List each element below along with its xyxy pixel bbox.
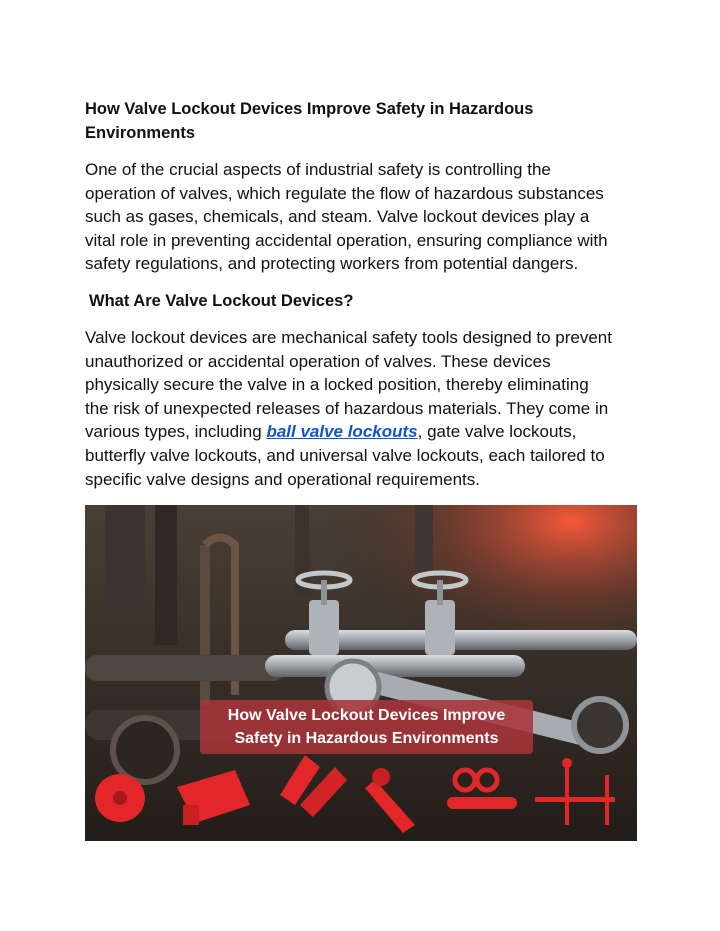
body-line: unauthorized or accidental operation of valves. These devices [85,351,551,371]
intro-line: One of the crucial aspects of industrial safety is controlling the [85,160,551,179]
ball-valve-lockouts-link[interactable]: ball valve lockouts [266,422,418,442]
intro-line: vital role in preventing accidental operation, ensuring compliance with [85,230,608,250]
banner-line-2: Safety in Hazardous Environments [234,730,499,747]
intro-line: safety regulations, and protecting workers from potential dangers. [85,254,579,274]
intro-paragraph [85,158,645,276]
body-paragraph [85,326,645,491]
title-line-2: Environments [85,124,196,142]
intro-line: such as gases, chemicals, and steam. Valve lockout devices play a [85,207,590,227]
body-line: butterfly valve lockouts, and universal valve lockouts, each tailored to [85,445,605,465]
image-banner [200,700,533,754]
article-title [85,97,640,145]
title-line-1: How Valve Lockout Devices Improve Safety in Hazardous [85,100,534,118]
body-line: Valve lockout devices are mechanical safety tools designed to prevent [85,328,612,347]
body-line: the risk of unexpected releases of hazardous materials. They come in [85,398,609,418]
body-line: physically secure the valve in a locked position, thereby eliminating [85,375,589,395]
industrial-valves-illustration [85,505,637,841]
banner-line-1: How Valve Lockout Devices Improve [227,707,506,724]
body-line: , gate valve lockouts, [417,422,577,442]
intro-line: operation of valves, which regulate the flow of hazardous substances [85,183,604,203]
body-line: specific valve designs and operational requirements. [85,469,481,489]
body-line: various types, including [85,422,267,442]
section-heading: What Are Valve Lockout Devices? [89,292,354,310]
article-hero-image [85,505,637,841]
